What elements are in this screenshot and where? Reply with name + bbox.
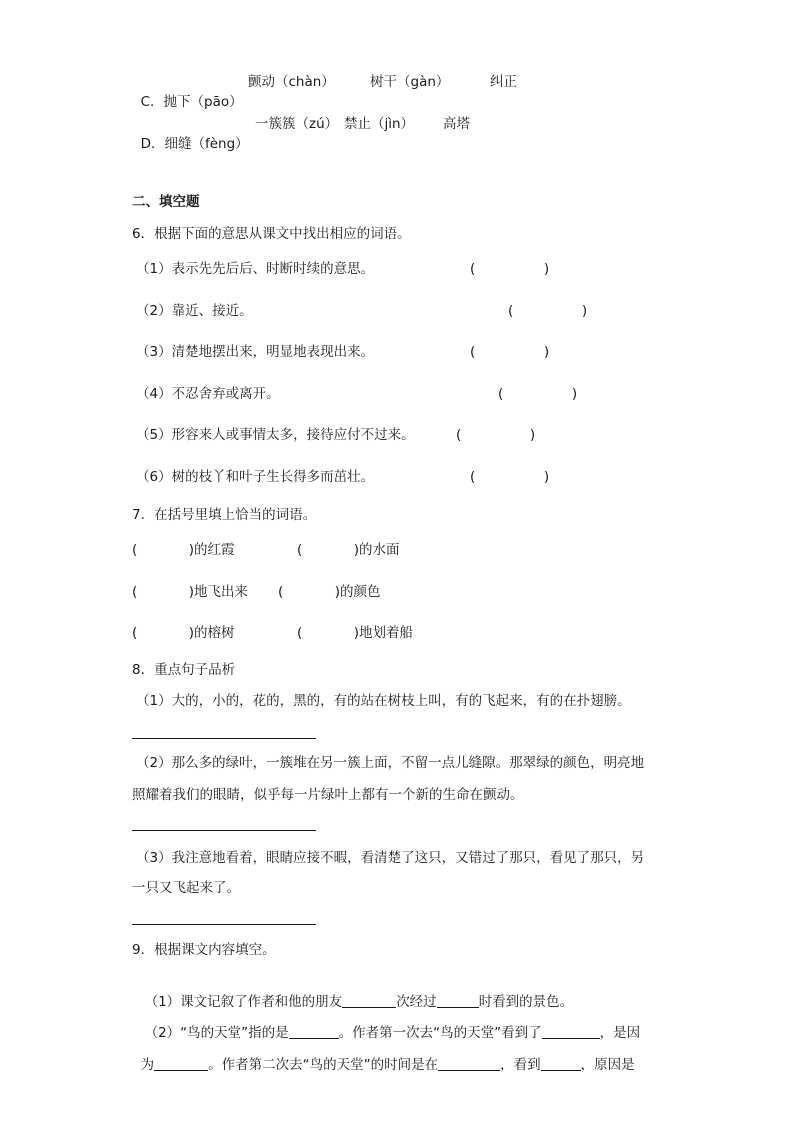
- q8-sentence-3b: 一只又飞起来了。: [132, 880, 240, 896]
- option-c-item-1: 抛下（pāo）: [163, 94, 243, 110]
- section-heading: 二、填空题: [132, 194, 200, 210]
- q7-blank-1[interactable]: ( )的红霞: [132, 542, 235, 558]
- q8-sentence-2b: 照耀着我们的眼睛，似乎每一片绿叶上都有一个新的生命在颤动。: [132, 787, 524, 803]
- q6-answer-4[interactable]: ( ): [498, 386, 578, 402]
- q7-blank-4[interactable]: ( )的颜色: [278, 584, 381, 600]
- q8-answer-line-3[interactable]: [132, 924, 316, 925]
- q9-line3-text-2: 。作者第二次去“鸟的天堂”的时间是在: [208, 1057, 439, 1073]
- q6-stem: 6．根据下面的意思从课文中找出相应的词语。: [132, 226, 411, 242]
- option-c-row: [132, 72, 243, 112]
- q7-blank-2[interactable]: ( )的水面: [297, 542, 400, 558]
- q8-answer-line-2[interactable]: [132, 830, 316, 831]
- q9-line1-text-1: （1）课文记叙了作者和他的朋友: [144, 994, 343, 1010]
- q6-answer-2[interactable]: ( ): [508, 303, 588, 319]
- q6-item-6: （6）树的枝丫和叶子生长得多而茁壮。: [136, 469, 375, 485]
- option-d-row: [132, 114, 249, 154]
- q9-line-3: [132, 1035, 635, 1075]
- q6-item-2: （2）靠近、接近。: [136, 303, 253, 319]
- q8-stem: 8．重点句子品析: [132, 662, 236, 678]
- q7-blank-3[interactable]: ( )地飞出来: [132, 584, 249, 600]
- option-d-item-4: 高塔: [443, 116, 470, 132]
- q9-line3-text-4: ，原因是: [580, 1057, 635, 1073]
- q9-line3-text-3: ，看到: [500, 1057, 541, 1073]
- q9-line1-text-2: 次经过: [396, 994, 437, 1010]
- q9-line2-text-1: （2）“鸟的天堂”指的是: [144, 1025, 289, 1041]
- q8-sentence-2a: （2）那么多的绿叶，一簇堆在另一簇上面，不留一点儿缝隙。那翠绿的颜色，明亮地: [136, 755, 645, 771]
- option-d-label: D．: [140, 136, 165, 152]
- option-d-item-3: 禁止（jìn）: [344, 116, 415, 132]
- q6-item-1: （1）表示先先后后、时断时续的意思。: [136, 261, 375, 277]
- q6-item-3: （3）清楚地摆出来，明显地表现出来。: [136, 344, 375, 360]
- option-c-item-2: 颤动（chàn）: [248, 74, 335, 90]
- q6-answer-1[interactable]: ( ): [470, 261, 550, 277]
- q8-sentence-3a: （3）我注意地看着，眼睛应接不暇，看清楚了这只，又错过了那只，看见了那只，另: [136, 850, 645, 866]
- option-c-item-3: 树干（gàn）: [370, 74, 450, 90]
- q8-answer-line-1[interactable]: [132, 738, 316, 739]
- q9-line1-text-3: 时看到的景色。: [478, 994, 574, 1010]
- q9-stem: 9．根据课文内容填空。: [132, 942, 276, 958]
- q9-blank-7[interactable]: [541, 1056, 581, 1071]
- q6-item-4: （4）不忍舍弃或离开。: [136, 386, 280, 402]
- option-d-item-1: 细缝（fèng）: [164, 136, 249, 152]
- q9-line3-text-1: 为: [140, 1057, 155, 1073]
- q9-line2-text-3: ，是因: [599, 1025, 641, 1041]
- q7-blank-5[interactable]: ( )的榕树: [132, 625, 235, 641]
- q6-answer-6[interactable]: ( ): [470, 469, 550, 485]
- q9-line2-text-2: 。作者第一次去“鸟的天堂”看到了: [338, 1025, 542, 1041]
- q9-blank-6[interactable]: [438, 1056, 500, 1071]
- q8-sentence-1: （1）大的，小的，花的，黑的，有的站在树枝上叫，有的飞起来，有的在扑翅膀。: [136, 693, 631, 709]
- q6-answer-3[interactable]: ( ): [470, 344, 550, 360]
- q7-stem: 7．在括号里填上恰当的词语。: [132, 507, 317, 523]
- q6-answer-5[interactable]: ( ): [456, 427, 536, 443]
- q9-blank-5[interactable]: [154, 1056, 208, 1071]
- option-d-item-2: 一簇簇（zú）: [255, 116, 339, 132]
- q6-item-5: （5）形容来人或事情太多，接待应付不过来。: [136, 427, 415, 443]
- option-c-item-4: 纠正: [490, 74, 517, 90]
- option-c-label: C．: [140, 94, 164, 110]
- q7-blank-6[interactable]: ( )地划着船: [297, 625, 414, 641]
